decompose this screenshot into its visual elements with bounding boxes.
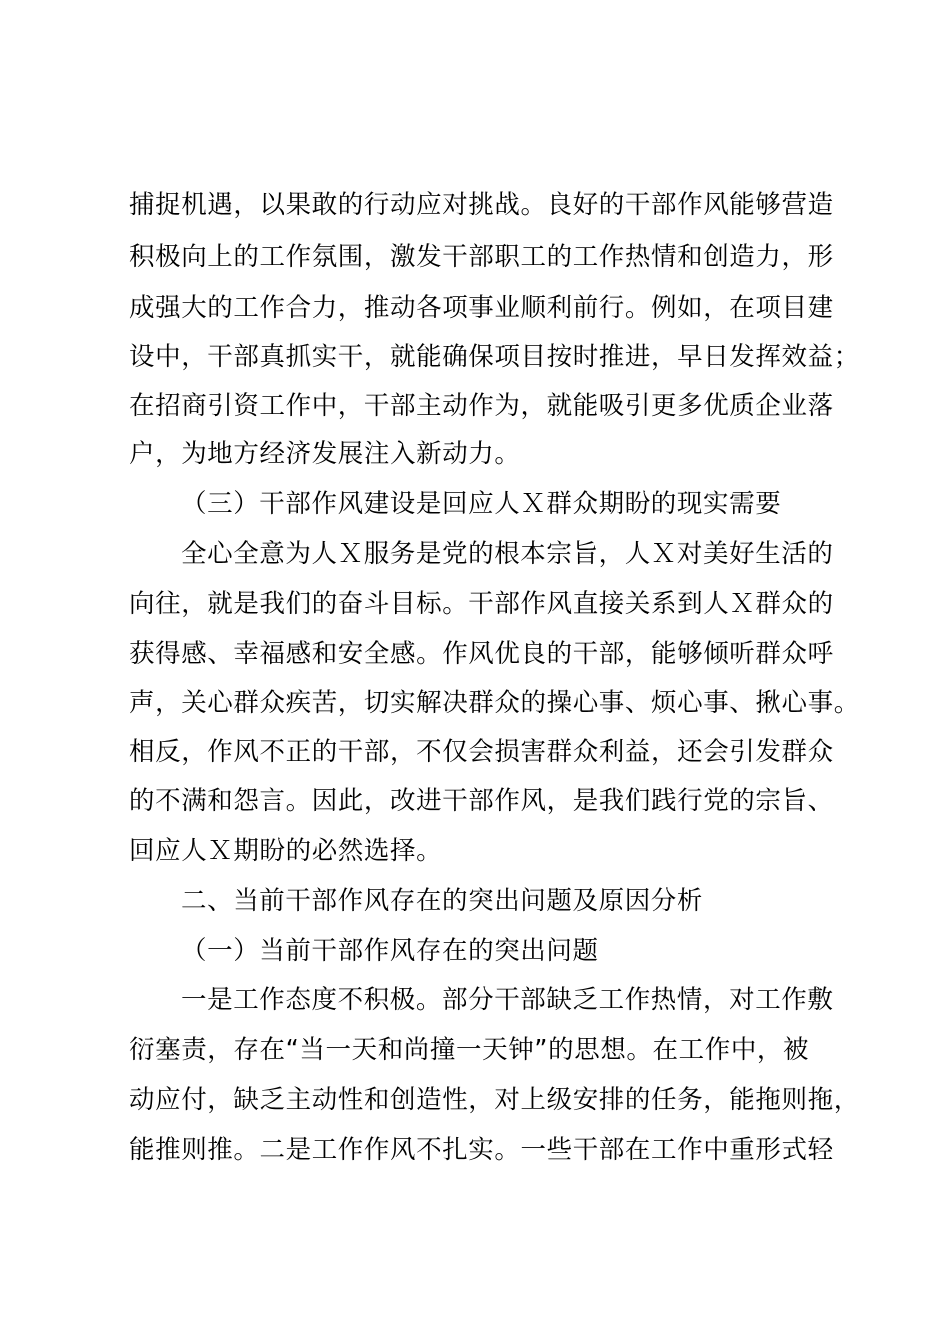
section-heading-1: （一）当前干部作风存在的突出问题 (181, 936, 599, 966)
body-line-18: 衍塞责，存在“当一天和尚撞一天钟”的思想。在工作中，被 (129, 1035, 810, 1065)
body-line-20: 能推则推。二是工作作风不扎实。一些干部在工作中重形式轻 (129, 1135, 834, 1165)
body-line-12: 相反，作风不正的干部，不仅会损害群众利益，还会引发群众 (129, 737, 834, 767)
body-line-6: 户，为地方经济发展注入新动力。 (129, 439, 521, 469)
body-line-1: 捕捉机遇，以果敢的行动应对挑战。良好的干部作风能够营造 (129, 190, 834, 220)
body-line-13: 的不满和怨言。因此，改进干部作风，是我们践行党的宗旨、 (129, 786, 834, 816)
chapter-heading-2: 二、当前干部作风存在的突出问题及原因分析 (181, 886, 704, 916)
body-line-14: 回应人Ｘ期盼的必然选择。 (129, 836, 443, 866)
section-heading-3: （三）干部作风建设是回应人Ｘ群众期盼的现实需要 (181, 489, 782, 519)
body-line-3: 成强大的工作合力，推动各项事业顺利前行。例如，在项目建 (129, 293, 834, 323)
body-line-10: 获得感、幸福感和安全感。作风优良的干部，能够倾听群众呼 (129, 639, 834, 669)
body-line-8: 全心全意为人Ｘ服务是党的根本宗旨，人Ｘ对美好生活的 (181, 539, 834, 569)
body-line-2: 积极向上的工作氛围，激发干部职工的工作热情和创造力，形 (129, 242, 834, 272)
body-line-4: 设中，干部真抓实干，就能确保项目按时推进，早日发挥效益； (129, 342, 860, 372)
body-line-17: 一是工作态度不积极。部分干部缺乏工作热情，对工作敷 (181, 985, 834, 1015)
body-line-9: 向往，就是我们的奋斗目标。干部作风直接关系到人Ｘ群众的 (129, 589, 834, 619)
body-line-11: 声，关心群众疾苦，切实解决群众的操心事、烦心事、揪心事。 (129, 688, 860, 718)
body-line-5: 在招商引资工作中，干部主动作为，就能吸引更多优质企业落 (129, 391, 834, 421)
body-line-19: 动应付，缺乏主动性和创造性，对上级安排的任务，能拖则拖， (129, 1085, 860, 1115)
